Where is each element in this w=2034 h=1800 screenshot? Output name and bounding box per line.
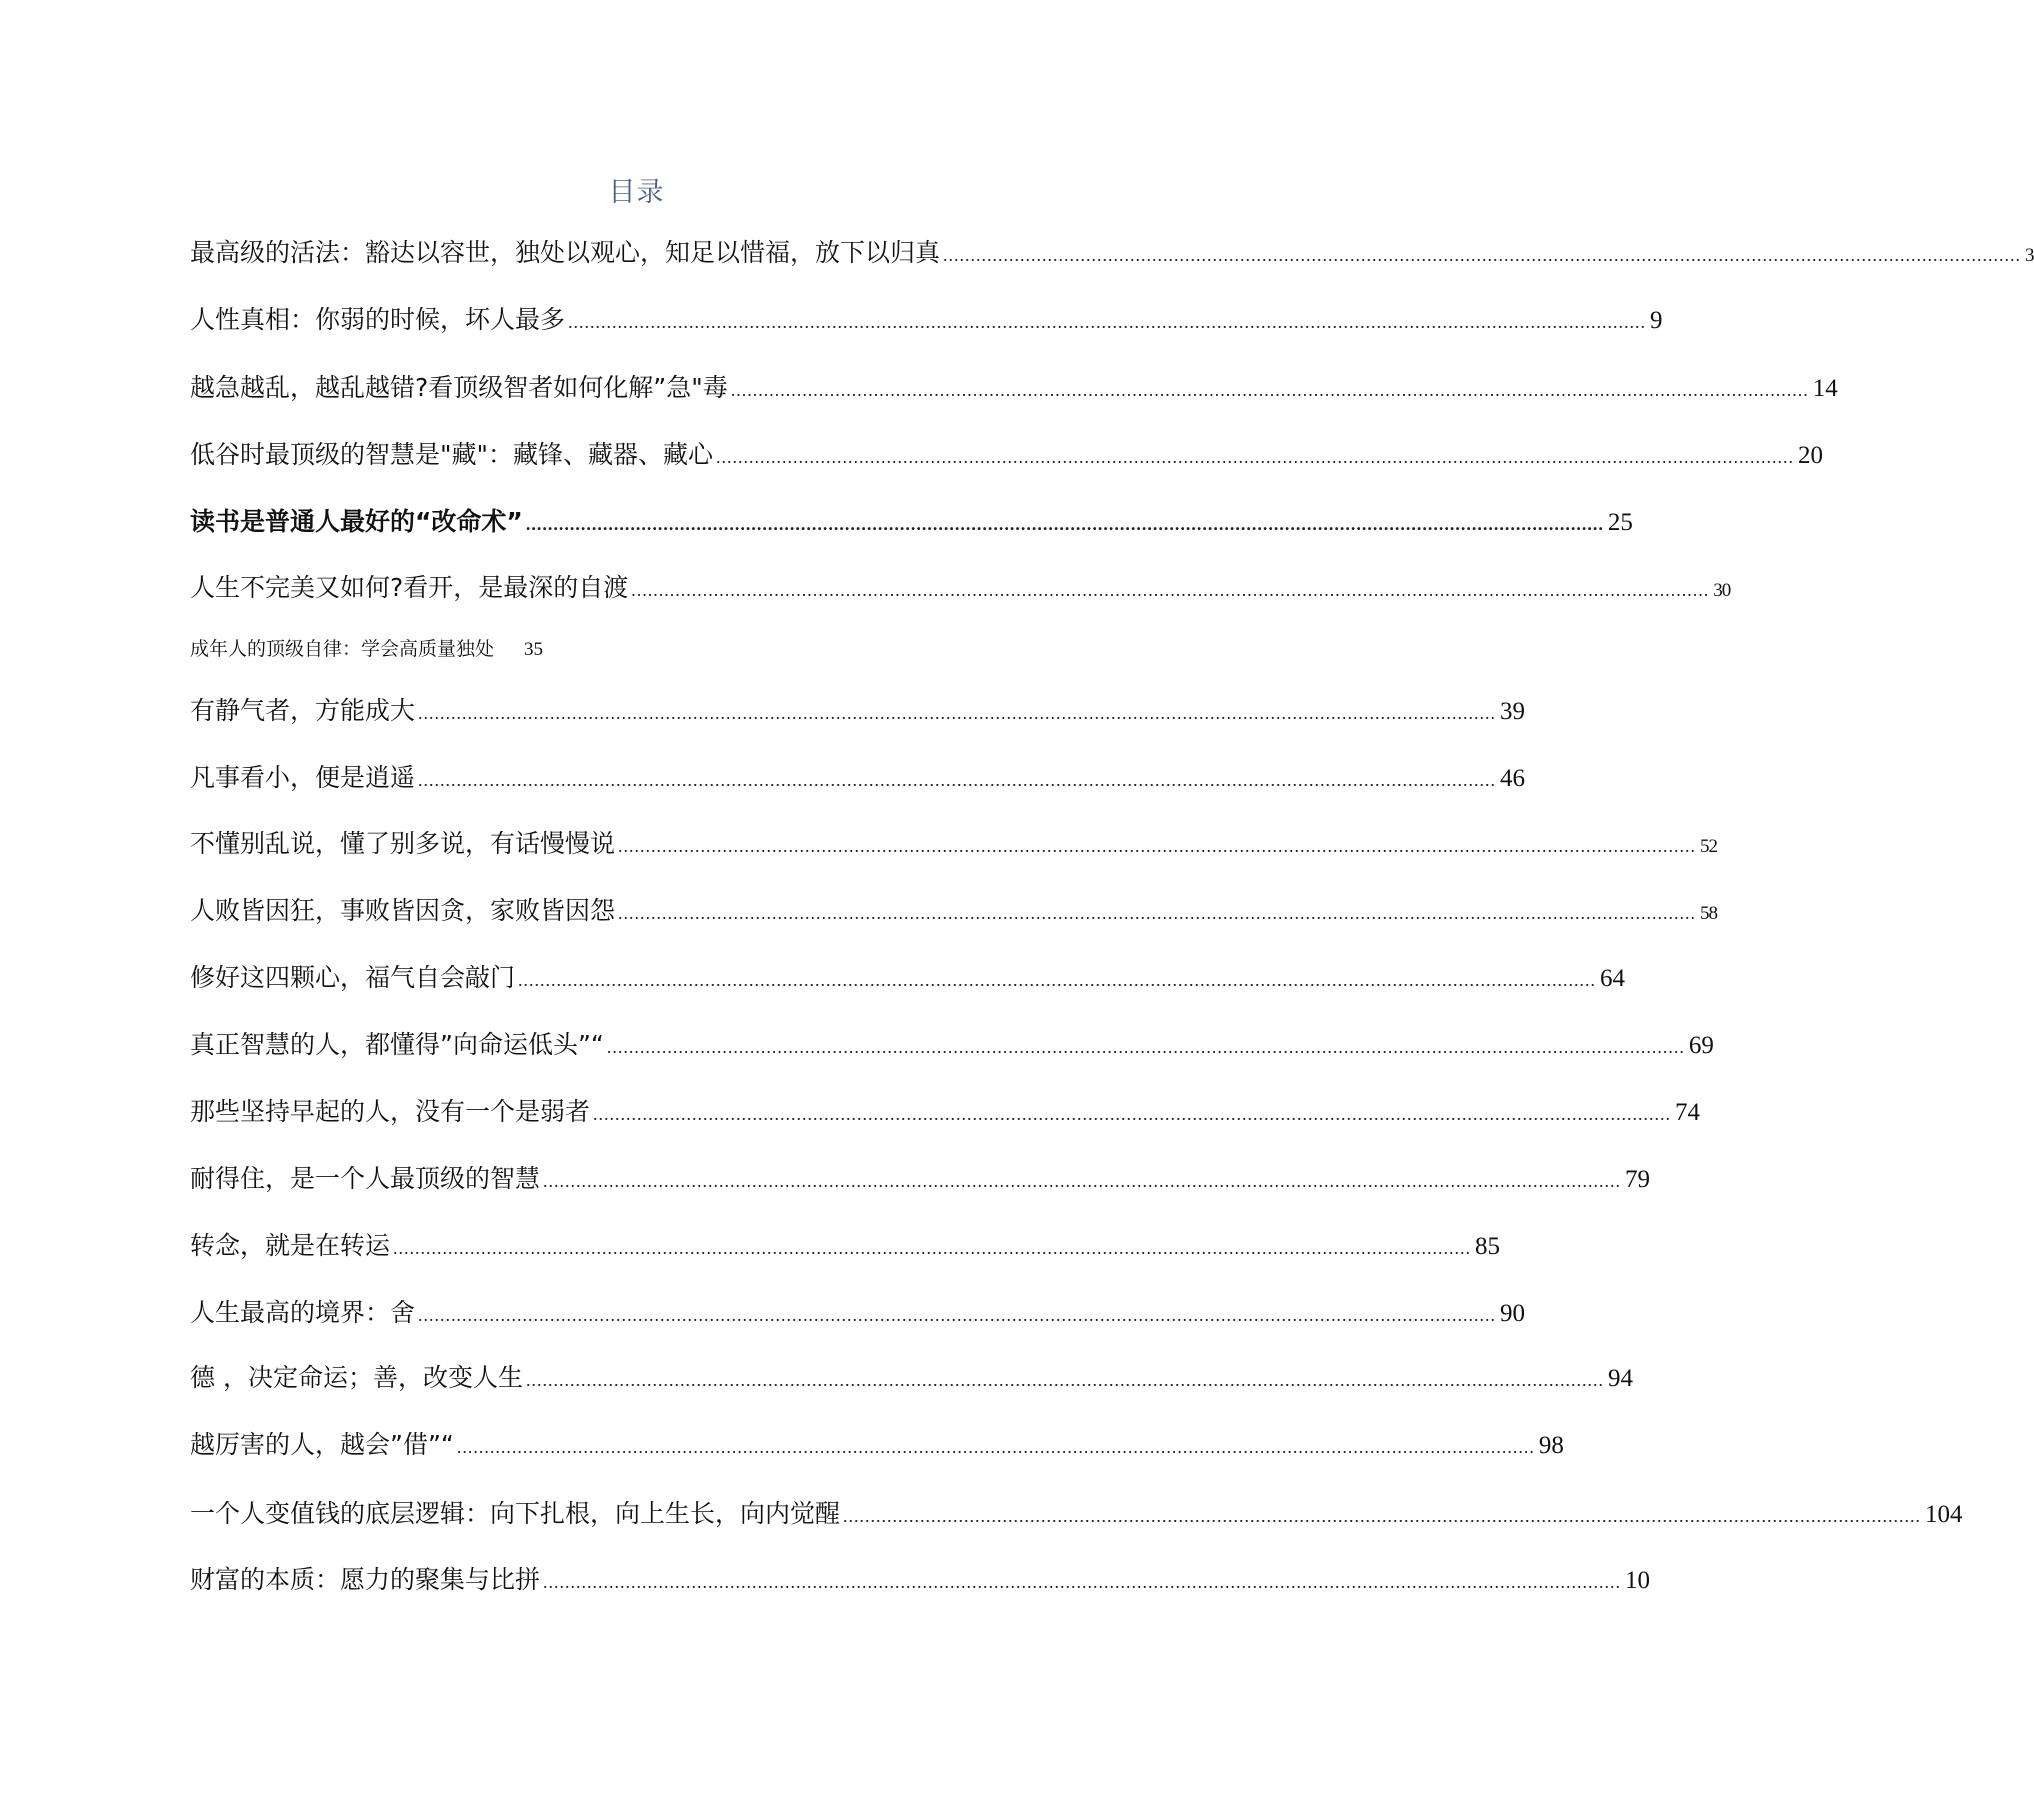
leader-dots: .................................................................................................................................................................................................... <box>593 1104 1672 1124</box>
toc-entry-page: 94 <box>1607 1365 1633 1392</box>
leader-dots: .................................................................................................................................................................................................... <box>618 836 1697 856</box>
leader-dots: .................................................................................................................................................................................................... <box>943 245 2022 265</box>
leader-dots: .................................................................................................................................................................................................... <box>716 447 1794 467</box>
toc-entry-title: 财富的本质：愿力的聚集与比拼 <box>190 1565 541 1594</box>
toc-entry-title: 读书是普通人最好的“改命术” <box>190 507 523 536</box>
toc-entry[interactable] <box>190 827 1718 864</box>
toc-entry[interactable] <box>190 1361 1633 1397</box>
toc-entry-title: 有静气者，方能成大 <box>190 696 416 725</box>
toc-entry-page: 64 <box>1600 965 1626 992</box>
toc-entry-page: 85 <box>1475 1233 1501 1260</box>
toc-entry-page: 10 <box>1625 1567 1651 1594</box>
toc-entry[interactable] <box>190 761 1526 797</box>
toc-entry-title: 人性真相：你弱的时候，坏人最多 <box>190 305 566 334</box>
toc-entry-title: 德 ，决定命运；善，改变人生 <box>190 1363 523 1392</box>
leader-dots: .................................................................................................................................................................................................... <box>525 514 1604 534</box>
toc-entry-title: 凡事看小，便是逍遥 <box>190 763 416 792</box>
toc-entry-title: 最高级的活法：豁达以容世，独处以观心，知足以惜福，放下以归真 <box>190 238 941 267</box>
toc-entry[interactable] <box>190 1497 1963 1533</box>
toc-entry[interactable] <box>190 1095 1701 1131</box>
leader-dots: .................................................................................................................................................................................................... <box>631 580 1710 600</box>
leader-dots: .................................................................................................................................................................................................... <box>456 1437 1535 1457</box>
toc-entry-page: 52 <box>1700 836 1718 857</box>
toc-entry-page: 39 <box>1500 698 1526 725</box>
toc-entry-title: 不懂别乱说，懂了别多说，有话慢慢说 <box>190 829 616 858</box>
toc-entry[interactable] <box>190 632 543 667</box>
toc-entry-page: 30 <box>1713 580 1731 601</box>
toc-entry-title: 成年人的顶级自律：学会高质量独处 <box>190 638 495 660</box>
toc-title: 目录 <box>608 177 665 208</box>
toc-entry-title: 人生不完美又如何?看开，是最深的自渡 <box>190 573 629 602</box>
toc-entry[interactable] <box>190 371 1838 407</box>
toc-entry-page: 25 <box>1607 509 1633 536</box>
toc-entry-title: 耐得住，是一个人最顶级的智慧 <box>190 1164 541 1193</box>
toc-entry-page: 35 <box>524 639 544 660</box>
toc-entry[interactable] <box>190 961 1626 997</box>
toc-entry-title: 低谷时最顶级的智慧是"藏"：藏锋、藏器、藏心 <box>190 440 713 469</box>
toc-entry[interactable] <box>190 894 1718 931</box>
toc-entry-page: 79 <box>1625 1166 1651 1193</box>
leader-dots: .................................................................................................................................................................................................... <box>543 1171 1622 1191</box>
leader-dots: .................................................................................................................................................................................................... <box>393 1238 1472 1258</box>
toc-entry-title: 那些坚持早起的人，没有一个是弱者 <box>190 1097 591 1126</box>
leader-dots: .................................................................................................................................................................................................... <box>730 380 1809 400</box>
toc-entry[interactable] <box>190 1563 1651 1599</box>
toc-entry-page: 46 <box>1500 765 1526 792</box>
toc-entry-title: 越厉害的人，越会”借”“ <box>190 1430 454 1459</box>
toc-entry-page: 3 <box>2025 245 2034 266</box>
toc-entry[interactable] <box>190 1296 1526 1332</box>
toc-entry-title: 真正智慧的人，都懂得”向命运低头”“ <box>190 1030 604 1059</box>
leader-dots: .................................................................................................................................................................................................... <box>418 1305 1497 1325</box>
toc-entry[interactable] <box>190 1162 1651 1198</box>
toc-entry-page: 74 <box>1675 1099 1701 1126</box>
leader-dots: .................................................................................................................................................................................................... <box>843 1506 1922 1526</box>
toc-entry-page: 14 <box>1812 375 1838 402</box>
toc-entry-page: 90 <box>1500 1300 1526 1327</box>
toc-entry[interactable] <box>190 1028 1714 1064</box>
toc-entry[interactable] <box>190 303 1663 339</box>
toc-entry[interactable] <box>190 694 1526 730</box>
leader-dots: .................................................................................................................................................................................................... <box>606 1037 1685 1057</box>
toc-entry-page: 104 <box>1925 1501 1963 1528</box>
toc-entry-title: 人生最高的境界：舍 <box>190 1298 416 1327</box>
toc-entry[interactable] <box>190 571 1731 608</box>
toc-entry-title: 一个人变值钱的底层逻辑：向下扎根，向上生长，向内觉醒 <box>190 1499 841 1528</box>
toc-entry[interactable] <box>190 438 1823 474</box>
toc-entry-title: 越急越乱，越乱越错?看顶级智者如何化解”急"毒 <box>190 373 728 402</box>
leader-dots: .................................................................................................................................................................................................... <box>543 1572 1622 1592</box>
leader-dots: .................................................................................................................................................................................................... <box>418 770 1497 790</box>
toc-entry[interactable] <box>190 236 2034 273</box>
toc-entry-title: 转念，就是在转运 <box>190 1231 391 1260</box>
toc-entry[interactable] <box>190 1428 1564 1464</box>
toc-entry[interactable] <box>190 1229 1501 1265</box>
leader-dots: .................................................................................................................................................................................................... <box>518 970 1597 990</box>
toc-entry[interactable] <box>190 505 1633 541</box>
toc-entry-page: 69 <box>1688 1032 1714 1059</box>
toc-entry-title: 修好这四颗心，福气自会敲门 <box>190 963 516 992</box>
leader-dots: .................................................................................................................................................................................................... <box>525 1370 1604 1390</box>
toc-entry-page: 20 <box>1798 442 1823 469</box>
toc-entry-page: 98 <box>1538 1432 1564 1459</box>
toc-entry-title: 人败皆因狂，事败皆因贪，家败皆因怨 <box>190 896 616 925</box>
leader-dots: .................................................................................................................................................................................................... <box>568 312 1647 332</box>
toc-entry-page: 9 <box>1650 307 1663 334</box>
toc-entry-page: 58 <box>1700 903 1718 924</box>
leader-dots: .................................................................................................................................................................................................... <box>418 703 1497 723</box>
leader-dots: .................................................................................................................................................................................................... <box>618 903 1697 923</box>
